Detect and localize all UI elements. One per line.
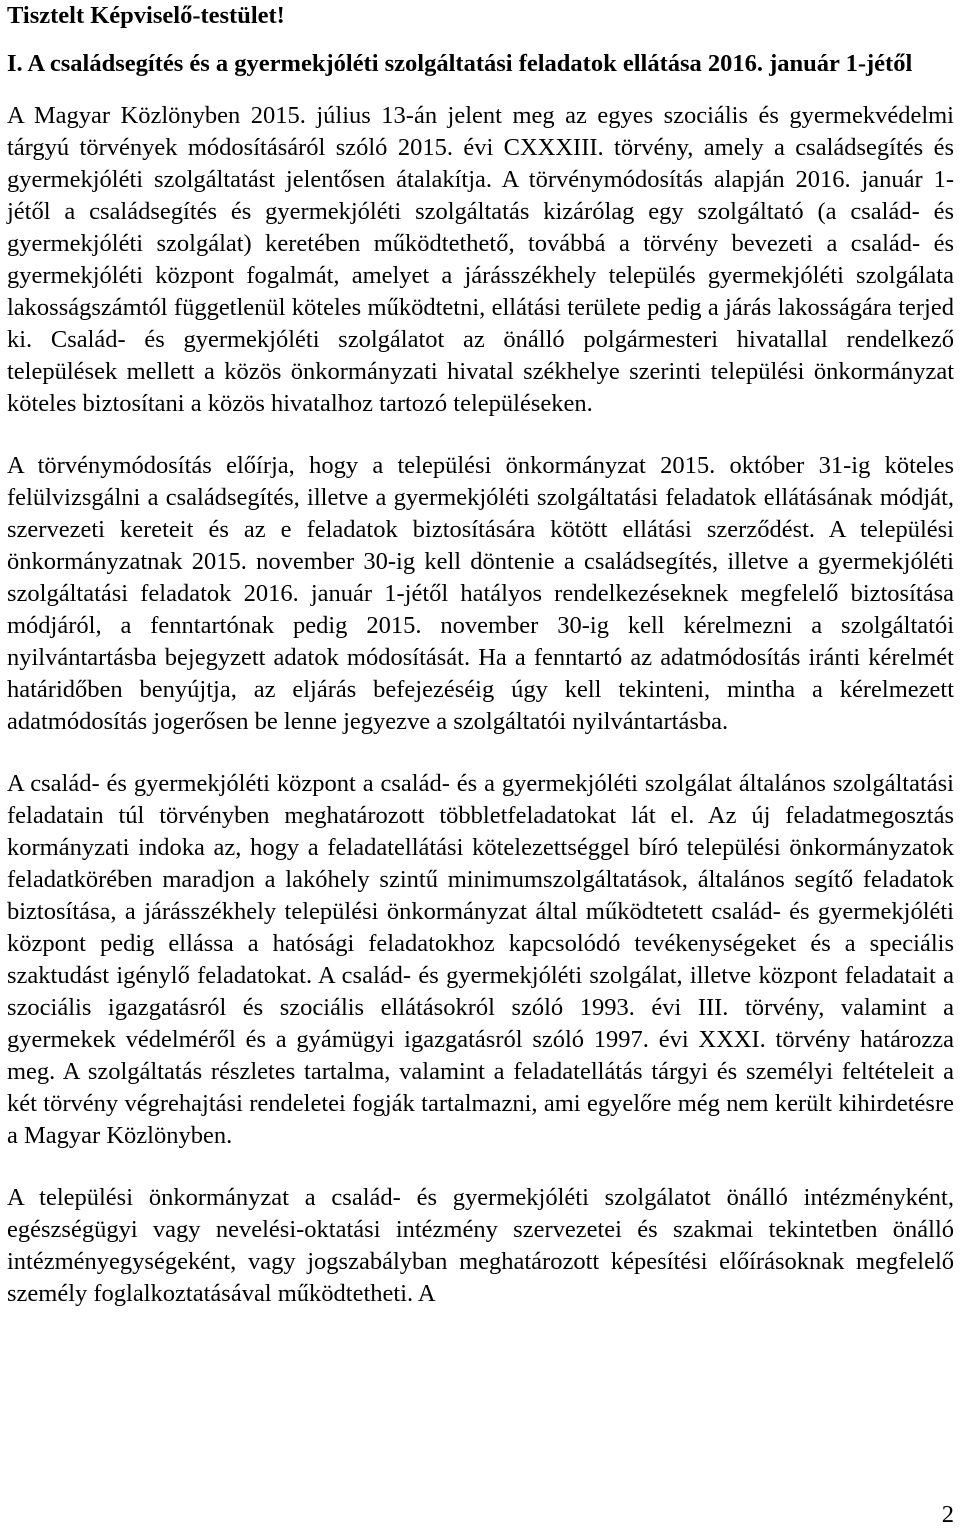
section-heading: I. A családsegítés és a gyermekjóléti szolgáltatási feladatok ellátása 2016. január 1-jétől [7, 50, 913, 77]
paragraph-gap [7, 420, 954, 450]
page-number: 2 [941, 1501, 954, 1528]
paragraph-gap [7, 738, 954, 768]
document-page [7, 0, 954, 1310]
paragraph-2: A törvénymódosítás előírja, hogy a települési önkormányzat 2015. október 31-ig köteles felülvizsgálni a családsegítés, illetve a gyermekjóléti szolgáltatási feladatok ellátásának módját, szervezeti kereteit és az e feladatok biztosítására kötött ellátási szerződést. A települési önkormányzatnak 2015. november 30-ig kell döntenie a családsegítés, illetve a gyermekjóléti szolgáltatási feladatok 2016. január 1-jétől hatályos rendelkezéseknek megfelelő biztosítása módjáról, a fenntartónak pedig 2015. november 30-ig kell kérelmezni a szolgáltatói nyilvántartásba bejegyzett adatok módosítását. Ha a fenntartó az adatmódosítás iránti kérelmét határidőben benyújtja, az eljárás befejezéséig úgy kell tekinteni, mintha a kérelmezett adatmódosítás jogerősen be lenne jegyezve a szolgáltatói nyilvántartásba. [7, 452, 954, 735]
spacer [7, 80, 954, 100]
paragraph-gap [7, 1152, 954, 1182]
paragraph-4: A települési önkormányzat a család- és gyermekjóléti szolgálatot önálló intézményként, egészségügyi vagy nevelési-oktatási intézmény szervezetei és szakmai tekintetben önálló intézményegységeként, vagy jogszabályban meghatározott képesítési előírásoknak megfelelő személy foglalkoztatásával működtetheti. A [7, 1184, 954, 1307]
greeting: Tisztelt Képviselő-testület! [7, 2, 285, 29]
paragraph-3: A család- és gyermekjóléti központ a család- és a gyermekjóléti szolgálat általános szolgáltatási feladatain túl törvényben meghatározott többletfeladatokat lát el. Az új feladatmegosztás kormányzati indoka az, hogy a feladatellátási kötelezettséggel bíró települési önkormányzatok feladatkörében maradjon a lakóhely szintű minimumszolgáltatások, általános segítő feladatok biztosítása, a járásszékhely települési önkormányzat által működtetett család- és gyermekjóléti központ pedig ellássa a hatósági feladatokhoz kapcsolódó tevékenységeket és a speciális szaktudást igénylő feladatokat. A család- és gyermekjóléti szolgálat, illetve központ feladatait a szociális igazgatásról és szociális ellátásokról szóló 1993. évi III. törvény, valamint a gyermekek védelméről és a gyámügyi igazgatásról szóló 1997. évi XXXI. törvény határozza meg. A szolgáltatás részletes tartalma, valamint a feladatellátás tárgyi és személyi feltételeit a két törvény végrehajtási rendeletei fogják tartalmazni, ami egyelőre még nem került kihirdetésre a Magyar Közlönyben. [7, 770, 954, 1149]
paragraph-1: A Magyar Közlönyben 2015. július 13-án jelent meg az egyes szociális és gyermekvédelmi tárgyú törvények módosításáról szóló 2015. évi CXXXIII. törvény, amely a családsegítés és gyermekjóléti szolgáltatást jelentősen átalakítja. A törvénymódosítás alapján 2016. január 1-jétől a családsegítés és gyermekjóléti szolgáltatás kizárólag egy szolgáltató (a család- és gyermekjóléti szolgálat) keretében működtethető, továbbá a törvény bevezeti a család- és gyermekjóléti központ fogalmát, amelyet a járásszékhely település gyermekjóléti szolgálata lakosságszámtól függetlenül köteles működtetni, ellátási területe pedig a járás lakosságára terjed ki. Család- és gyermekjóléti szolgálatot az önálló polgármesteri hivatallal rendelkező települések mellett a közös önkormányzati hivatal székhelye szerinti települési önkormányzat köteles biztosítani a közös hivatalhoz tartozó településeken. [7, 102, 954, 417]
